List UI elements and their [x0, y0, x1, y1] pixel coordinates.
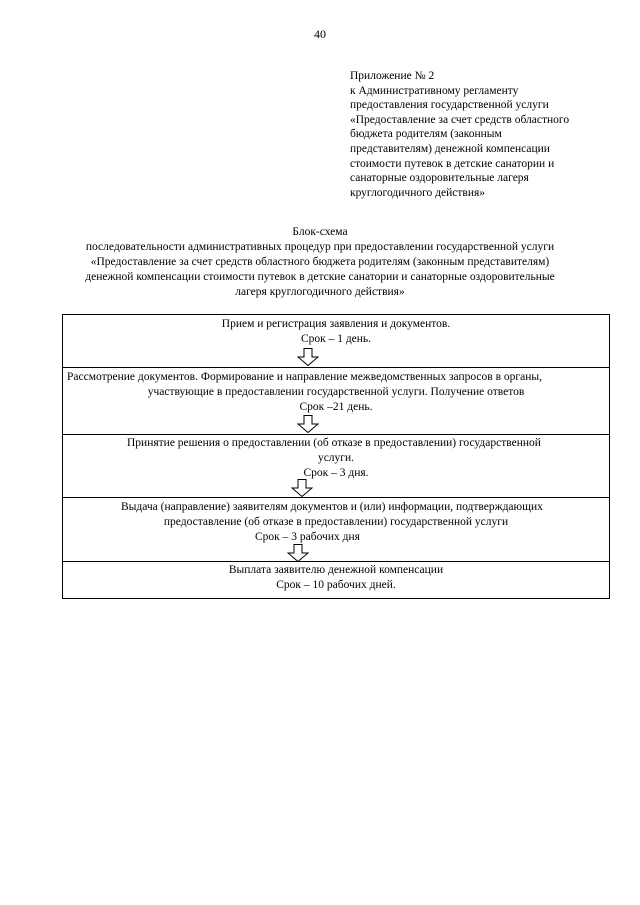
page-number: 40: [314, 27, 326, 41]
down-arrow-icon: [291, 479, 313, 497]
flow-step-3-line: услуги.: [317, 452, 355, 464]
down-arrow-icon: [287, 544, 309, 562]
scheme-subtitle-line: денежной компенсации стоимости путевок в детские санатории и санаторные оздоровительные: [85, 271, 555, 283]
flow-step-5-title: Выплата заявителю денежной компенсации: [228, 564, 444, 576]
appendix-line: предоставления государственной услуги: [350, 99, 549, 112]
flow-step-2-line: участвующие в предоставлении государственной услуги. Получение ответов: [147, 386, 525, 398]
flowchart: [62, 314, 610, 599]
appendix-line: стоимости путевок в детские санатории и: [350, 157, 555, 170]
appendix-line: санаторные оздоровительные лагеря: [350, 172, 529, 185]
flow-step-1-term: Срок – 1 день.: [300, 333, 372, 345]
scheme-title: Блок-схема: [292, 226, 348, 238]
appendix-line: «Предоставление за счет средств областного: [350, 113, 570, 126]
step-divider: [63, 497, 609, 498]
scheme-subtitle-line: «Предоставление за счет средств областного бюджета родителям (законным представителям): [90, 256, 550, 268]
scheme-title-block: [0, 225, 640, 300]
step-divider: [63, 434, 609, 435]
flow-step-4-line: предоставление (об отказе в предоставлении) государственной услуги: [163, 516, 509, 528]
flow-step-3-title: Принятие решения о предоставлении (об отказе в предоставлении) государственной: [127, 437, 541, 449]
flow-step-4-title: Выдача (направление) заявителям документов и (или) информации, подтверждающих: [121, 501, 543, 513]
down-arrow-icon: [297, 415, 319, 433]
flow-step-2-title: Рассмотрение документов. Формирование и направление межведомственных запросов в органы,: [67, 371, 542, 383]
appendix-line: круглогодичного действия»: [350, 186, 486, 199]
appendix-line: представителям) денежной компенсации: [350, 142, 550, 155]
flow-step-5-term: Срок – 10 рабочих дней.: [276, 579, 396, 591]
down-arrow-icon: [297, 348, 319, 366]
flow-step-3-term: Срок – 3 дня.: [303, 467, 369, 479]
step-divider: [63, 367, 609, 368]
appendix-header: [350, 69, 610, 200]
scheme-subtitle-line: последовательности административных процедур при предоставлении государственной услуги: [85, 241, 555, 253]
scheme-subtitle-line: лагеря круглогодичного действия»: [235, 286, 405, 298]
flow-step-1-title: Прием и регистрация заявления и документов.: [221, 318, 451, 330]
appendix-line: к Административному регламенту: [350, 84, 519, 97]
step-divider: [63, 561, 609, 562]
appendix-line: бюджета родителям (законным: [350, 128, 502, 141]
flow-step-2-term: Срок –21 день.: [299, 401, 373, 413]
flow-step-4-term: Срок – 3 рабочих дня: [255, 531, 360, 543]
appendix-line: Приложение № 2: [350, 70, 435, 82]
